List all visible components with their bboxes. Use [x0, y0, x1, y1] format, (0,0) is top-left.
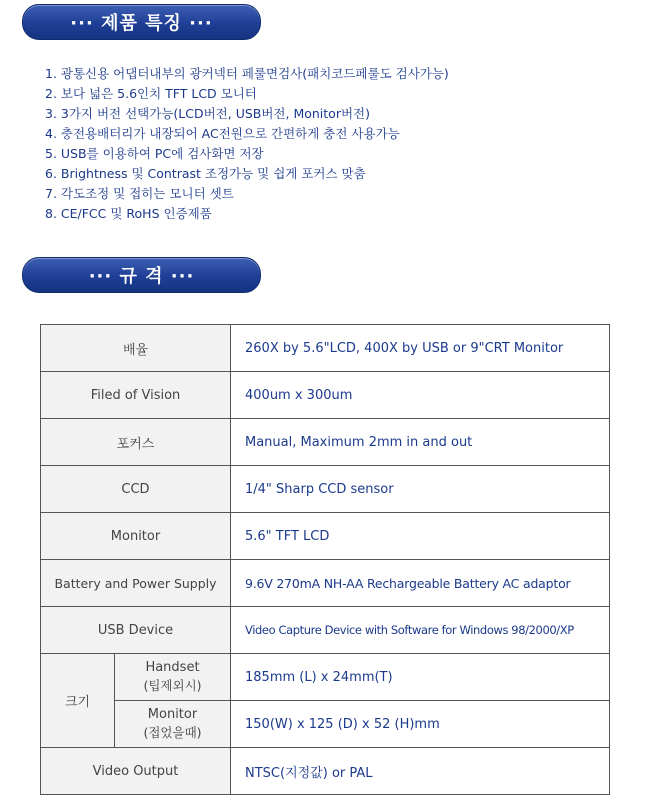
table-row: [41, 560, 610, 607]
spec-value-battery: 9.6V 270mA NH-AA Rechargeable Battery AC adaptor: [231, 560, 610, 607]
feature-item: 1. 광통신용 어댑터내부의 광커넥터 페룰면검사(패치코드페룰도 검사가능): [45, 66, 449, 81]
features-section-title: ··· 제품 특징 ···: [70, 13, 213, 34]
feature-item: 3. 3가지 버전 선택가능(LCD버전, USB버전, Monitor버전): [45, 106, 370, 121]
spec-label-size: 크기: [41, 654, 115, 748]
spec-value-monitor-size: 150(W) x 125 (D) x 52 (H)mm: [231, 701, 610, 748]
spec-value-field-of-vision: 400um x 300um: [231, 372, 610, 419]
spec-value-magnification: 260X by 5.6"LCD, 400X by USB or 9"CRT Monitor: [231, 325, 610, 372]
feature-item: 4. 충전용배터리가 내장되어 AC전원으로 간편하게 충전 사용가능: [45, 126, 400, 141]
table-row: [41, 701, 610, 748]
feature-item: 8. CE/FCC 및 RoHS 인증제품: [45, 206, 212, 221]
spec-value-monitor: 5.6" TFT LCD: [231, 513, 610, 560]
table-row: [41, 654, 610, 701]
specs-table: [40, 324, 610, 795]
specs-section-header: [22, 257, 261, 293]
spec-value-usb: Video Capture Device with Software for Windows 98/2000/XP: [231, 607, 610, 654]
spec-label-ccd: CCD: [41, 466, 231, 513]
features-section-header: [22, 4, 261, 40]
spec-label-usb: USB Device: [41, 607, 231, 654]
feature-item: 5. USB를 이용하여 PC에 검사화면 저장: [45, 146, 264, 161]
spec-sublabel-handset: [115, 654, 231, 701]
table-row: [41, 513, 610, 560]
spec-value-video-output: NTSC(지정값) or PAL: [231, 748, 610, 795]
feature-item: 7. 각도조정 및 접히는 모니터 셋트: [45, 186, 234, 201]
spec-label-magnification: 배율: [41, 325, 231, 372]
feature-item: 2. 보다 넓은 5.6인치 TFT LCD 모니터: [45, 86, 257, 101]
spec-label-monitor: Monitor: [41, 513, 231, 560]
feature-item: 6. Brightness 및 Contrast 조정가능 및 쉽게 포커스 맞춤: [45, 166, 366, 181]
spec-label-focus: 포커스: [41, 419, 231, 466]
table-row: [41, 466, 610, 513]
table-row: [41, 372, 610, 419]
specs-section-title: ··· 규 격 ···: [88, 266, 195, 287]
handset-note: (팁제외시): [143, 678, 202, 693]
spec-label-video-output: Video Output: [41, 748, 231, 795]
table-row: [41, 419, 610, 466]
spec-value-ccd: 1/4" Sharp CCD sensor: [231, 466, 610, 513]
features-list: [45, 64, 449, 224]
table-row: [41, 607, 610, 654]
spec-value-handset: 185mm (L) x 24mm(T): [231, 654, 610, 701]
spec-sublabel-monitor: [115, 701, 231, 748]
spec-value-focus: Manual, Maximum 2mm in and out: [231, 419, 610, 466]
monitor-size-label: Monitor: [147, 707, 198, 722]
table-row: [41, 748, 610, 795]
spec-label-battery: Battery and Power Supply: [41, 560, 231, 607]
spec-label-field-of-vision: Filed of Vision: [41, 372, 231, 419]
monitor-size-note: (접었을때): [143, 725, 202, 740]
handset-label: Handset: [145, 660, 200, 675]
table-row: [41, 325, 610, 372]
